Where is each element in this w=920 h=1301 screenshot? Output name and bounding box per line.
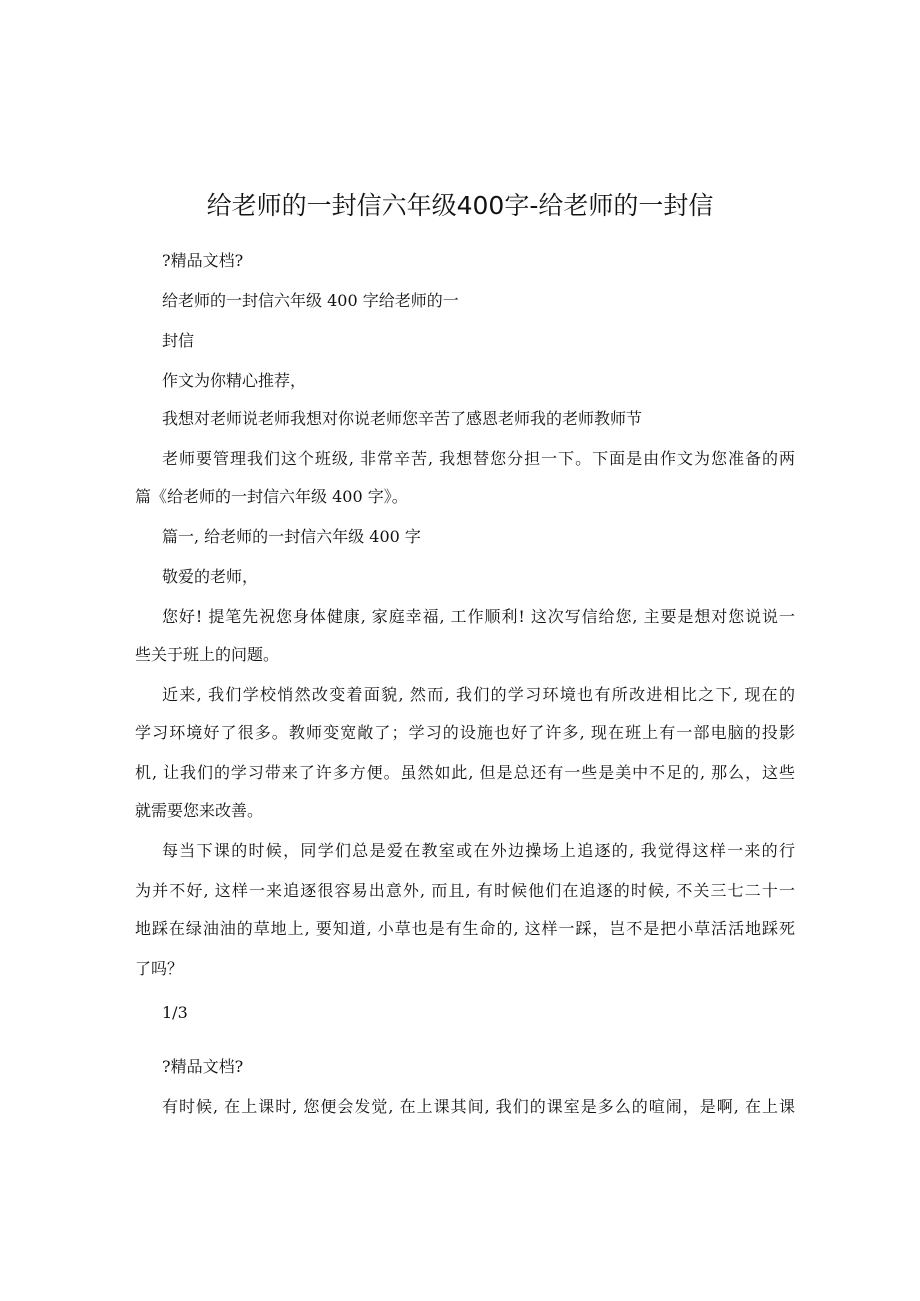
paragraph-line: 机, 让我们的学习带来了许多方便。虽然如此, 但是总还有一些是美中不足的, 那么，这些 [135, 763, 795, 782]
paragraph-line: 老师要管理我们这个班级, 非常辛苦, 我想替您分担一下。下面是由作文为您准备的两 [162, 449, 795, 468]
page-header-text: ?精品文档? [162, 1057, 244, 1076]
document-title: 给老师的一封信六年级400字-给老师的一封信 [206, 191, 714, 220]
paragraph-line: 我想对老师说老师我想对你说老师您辛苦了感恩老师我的老师教师节 [162, 409, 643, 428]
paragraph-line: 就需要您来改善。 [135, 801, 264, 820]
paragraph-line: 地踩在绿油油的草地上, 要知道, 小草也是有生命的, 这样一踩，岂不是把小草活活地踩死 [135, 919, 795, 938]
page-header-text: ?精品文档? [162, 251, 244, 270]
paragraph-line: 作文为你精心推荐， [162, 371, 307, 390]
paragraph-line: 敬爱的老师， [162, 567, 259, 586]
paragraph-line: 每当下课的时候，同学们总是爱在教室或在外边操场上追逐的, 我觉得这样一来的行 [162, 841, 795, 860]
paragraph-line: 给老师的一封信六年级 400 字给老师的一 [162, 291, 459, 310]
paragraph-line: 封信 [162, 331, 195, 350]
paragraph-line: 近来, 我们学校悄然改变着面貌, 然而, 我们的学习环境也有所改进相比之下, 现在的 [162, 685, 795, 704]
paragraph-line: 您好! 提笔先祝您身体健康, 家庭幸福, 工作顺利! 这次写信给您, 主要是想对您说说一 [162, 607, 795, 626]
paragraph-line: 学习环境好了很多。教师变宽敞了；学习的设施也好了许多, 现在班上有一部电脑的投影 [135, 723, 795, 742]
paragraph-line: 为并不好, 这样一来追逐很容易出意外, 而且, 有时候他们在追逐的时候, 不关三七二十一 [135, 881, 795, 900]
paragraph-line: 了吗？ [135, 959, 184, 978]
paragraph-line: 篇一, 给老师的一封信六年级 400 字 [162, 527, 421, 546]
paragraph-line: 些关于班上的问题。 [135, 645, 280, 664]
paragraph-line: 有时候, 在上课时, 您便会发觉, 在上课其间, 我们的课室是多么的喧闹，是啊, 在上课 [162, 1097, 795, 1116]
paragraph-line: 篇《给老师的一封信六年级 400 字》。 [135, 487, 408, 506]
page-number: 1/3 [162, 1003, 188, 1022]
